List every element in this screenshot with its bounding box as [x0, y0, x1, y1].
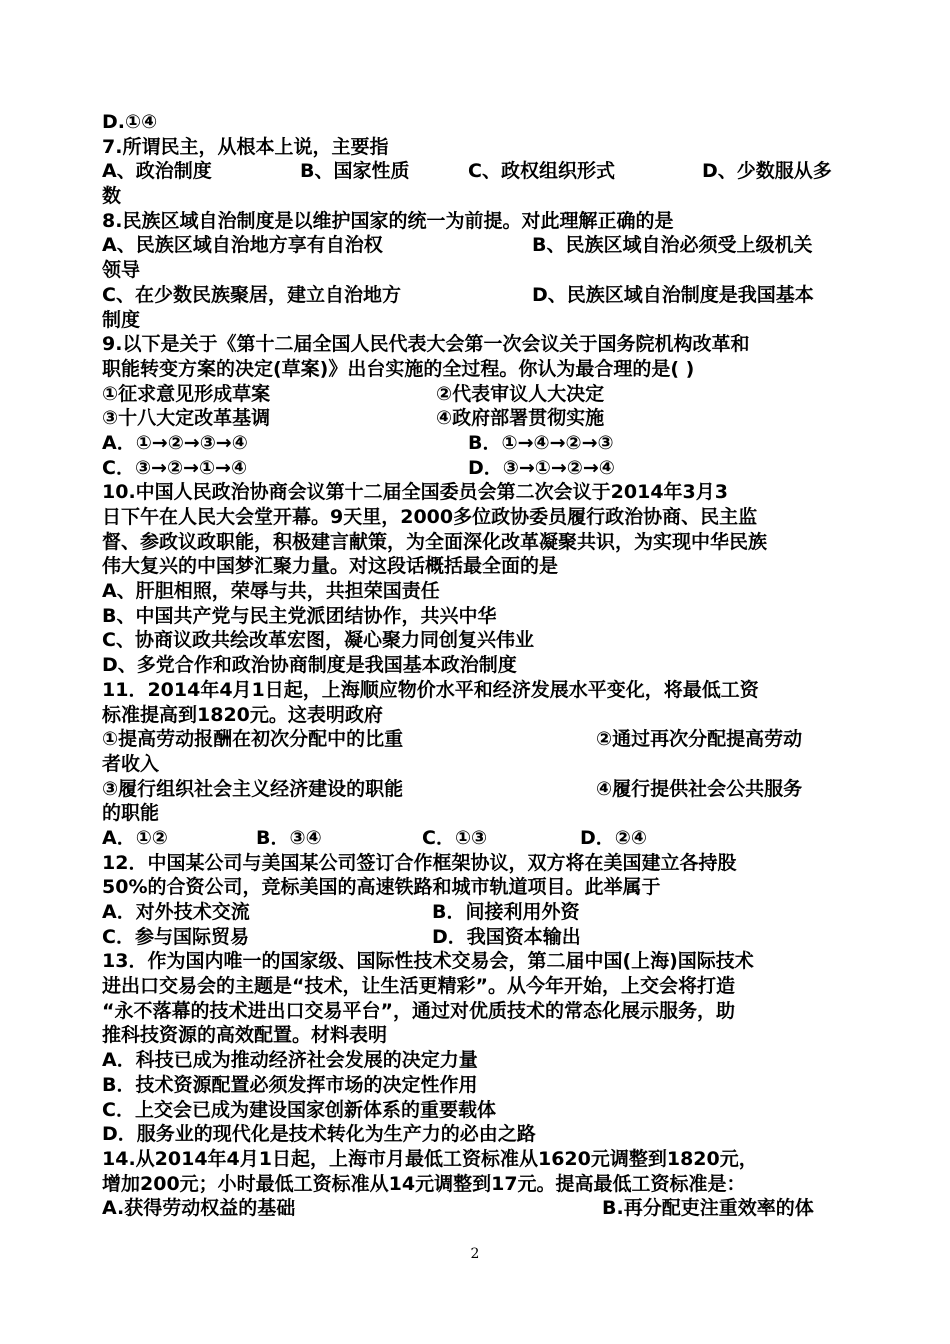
q8-option-b: B、民族区域自治必须受上级机关 [532, 234, 813, 257]
q6-answer-d: D.①④ [102, 111, 158, 133]
q10-stem-2: 日下午在人民大会堂开幕。9天里，2000多位政协委员履行政治协商、民主监 [102, 506, 758, 528]
q14-stem-1: 14.从2014年4月1日起，上海市月最低工资标准从1620元调整到1820元， [102, 1147, 758, 1170]
q12-options-cd [102, 925, 852, 950]
q10-stem-4: 伟大复兴的中国梦汇聚力量。对这段话概括最全面的是 [102, 555, 559, 578]
q10-option-a: A、肝胆相照，荣辱与共，共担荣国责任 [102, 580, 440, 603]
q12-stem-2: 50%的合资公司，竞标美国的高速铁路和城市轨道项目。此举属于 [102, 876, 661, 899]
q14-option-a: A.获得劳动权益的基础 [102, 1197, 296, 1220]
question-body [102, 110, 852, 1221]
q8-option-c: C、在少数民族聚居，建立自治地方 [102, 283, 401, 306]
q8-option-b-cont: 领导 [102, 259, 141, 282]
q13-stem-3: “永不落幕的技术进出口交易平台”，通过对优质技术的常态化展示服务，助 [102, 999, 735, 1022]
q10-stem-1: 10.中国人民政治协商会议第十二届全国委员会第二次会议于2014年3月3 [102, 481, 728, 504]
q13-stem-4: 推科技资源的高效配置。材料表明 [102, 1024, 388, 1047]
q9-steps-2 [102, 406, 852, 431]
q12-option-b: B．间接利用外资 [432, 901, 580, 923]
q11-item-2: ②通过再次分配提高劳动 [596, 728, 803, 751]
q7-option-a: A、政治制度 [102, 160, 212, 183]
q12-option-d: D．我国资本输出 [432, 925, 581, 948]
q11-item-1: ①提高劳动报酬在初次分配中的比重 [102, 728, 404, 751]
q8-option-a: A、民族区域自治地方享有自治权 [102, 234, 383, 257]
q13-option-c: C．上交会已成为建设国家创新体系的重要载体 [102, 1098, 496, 1121]
q13-option-b: B．技术资源配置必须发挥市场的决定性作用 [102, 1073, 478, 1096]
q9-options-cd [102, 456, 852, 481]
q11-item-3: ③履行组织社会主义经济建设的职能 [102, 777, 404, 800]
q11-items-12 [102, 727, 852, 752]
q10-option-d: D、多党合作和政治协商制度是我国基本政治制度 [102, 654, 517, 677]
q13-stem-2: 进出口交易会的主题是“技术，让生活更精彩”。从今年开始，上交会将打造 [102, 975, 735, 998]
q9-step-3: ③十八大定改革基调 [102, 407, 271, 430]
q9-steps-1 [102, 382, 852, 407]
page-number: 2 [470, 1246, 480, 1262]
q9-option-a: A．①→②→③→④ [102, 431, 248, 454]
q11-stem-1: 11．2014年4月1日起，上海顺应物价水平和经济发展水平变化，将最低工资 [102, 678, 759, 701]
q11-items-34 [102, 777, 852, 802]
q11-option-d: D．②④ [580, 826, 647, 849]
q9-stem-1: 9.以下是关于《第十二届全国人民代表大会第一次会议关于国务院机构改革和 [102, 333, 750, 356]
q9-step-1: ①征求意见形成草案 [102, 382, 271, 405]
q11-stem-2: 标准提高到1820元。这表明政府 [102, 703, 383, 726]
q13-option-d: D．服务业的现代化是技术转化为生产力的必由之路 [102, 1123, 536, 1146]
q12-option-c: C．参与国际贸易 [102, 925, 249, 948]
q11-option-a: A．①② [102, 826, 168, 849]
q7-option-d-cont: 数 [102, 185, 122, 208]
q10-stem-3: 督、参政议政职能，积极建言献策，为全面深化改革凝聚共识，为实现中华民族 [102, 530, 768, 553]
q7-option-c: C、政权组织形式 [468, 160, 615, 183]
q14-options-ab [102, 1196, 852, 1221]
q9-stem-2: 职能转变方案的决定(草案)》出台实施的全过程。你认为最合理的是( ) [102, 357, 695, 380]
q9-option-c: C．③→②→①→④ [102, 456, 248, 479]
q9-option-d: D．③→①→②→④ [468, 456, 615, 479]
q9-step-4: ④政府部署贯彻实施 [436, 407, 605, 430]
q13-stem-1: 13．作为国内唯一的国家级、国际性技术交易会，第二届中国(上海)国际技术 [102, 950, 754, 973]
q7-stem: 7.所谓民主，从根本上说，主要指 [102, 135, 389, 158]
q8-option-d-cont: 制度 [102, 308, 141, 331]
q8-options-ab [102, 233, 852, 258]
q10-option-b: B、中国共产党与民主党派团结协作，共兴中华 [102, 604, 497, 627]
q9-step-2: ②代表审议人大决定 [436, 382, 605, 405]
q14-stem-2: 增加200元；小时最低工资标准从14元调整到17元。提高最低工资标准是： [102, 1172, 746, 1195]
q7-option-b: B、国家性质 [300, 160, 410, 183]
q11-item-2-cont: 者收入 [102, 752, 160, 775]
q7-options [102, 159, 852, 184]
q11-option-b: B．③④ [256, 826, 322, 849]
q7-option-d: D、少数服从多 [702, 160, 832, 183]
q13-option-a: A．科技已成为推动经济社会发展的决定力量 [102, 1049, 478, 1072]
q9-options-ab [102, 431, 852, 456]
q8-options-cd [102, 283, 852, 308]
q11-option-c: C．①③ [422, 826, 488, 849]
q11-item-4-cont: 的职能 [102, 802, 160, 825]
q8-stem: 8.民族区域自治制度是以维护国家的统一为前提。对此理解正确的是 [102, 209, 674, 232]
q9-option-b: B．①→④→②→③ [468, 431, 614, 454]
q10-option-c: C、协商议政共绘改革宏图，凝心聚力同创复兴伟业 [102, 629, 534, 652]
q12-stem-1: 12．中国某公司与美国某公司签订合作框架协议，双方将在美国建立各持股 [102, 851, 737, 874]
q8-option-d: D、民族区域自治制度是我国基本 [532, 283, 814, 306]
q11-item-4: ④履行提供社会公共服务 [596, 777, 803, 800]
q12-options-ab [102, 900, 852, 925]
q11-options [102, 826, 852, 851]
q14-option-b: B.再分配吏注重效率的体 [602, 1197, 814, 1220]
q12-option-a: A．对外技术交流 [102, 901, 250, 923]
